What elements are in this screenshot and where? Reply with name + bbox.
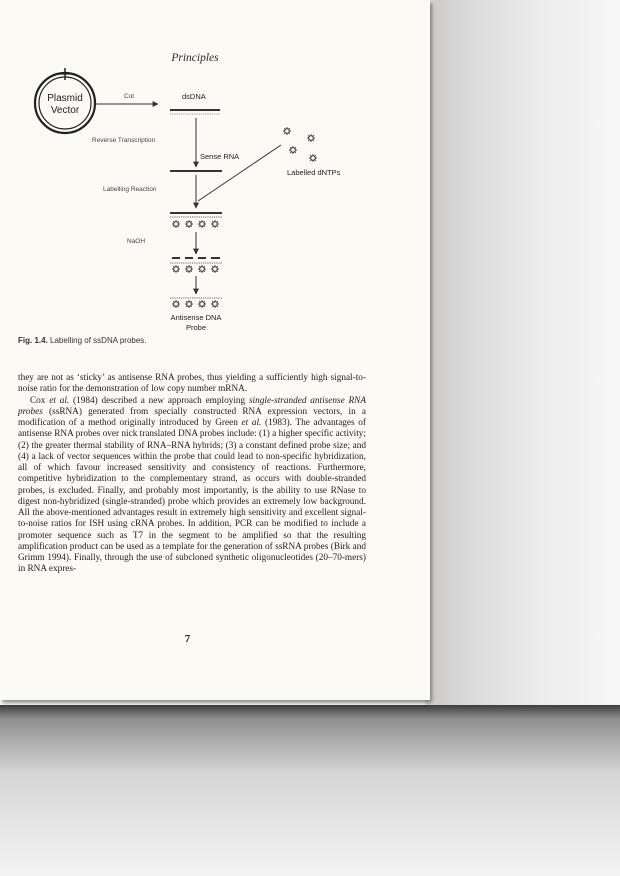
scanner-shadow-bottom [0, 705, 620, 876]
page-number: 7 [184, 633, 191, 645]
labelled-dntps-label: Labelled dNTPs [287, 168, 341, 177]
scanner-shadow-right [425, 0, 620, 705]
term-ssrna: single-stranded antisense RNA probes [18, 395, 367, 417]
body-text [18, 373, 366, 576]
figure-diagram [0, 0, 430, 345]
probe-label-line2: Probe [185, 323, 207, 332]
probe-label-line1: Antisense DNA [170, 313, 222, 322]
sense-rna-label: Sense RNA [200, 152, 240, 161]
figure-caption [18, 336, 147, 345]
figure-number: Fig. 1.4. [18, 336, 48, 345]
reverse-transcription-label: Reverse Transcription [92, 137, 156, 144]
text-run: (ssRNA) generated from specially constructed RNA expression vectors, in a modification of a method originally introduced by Green [18, 406, 366, 428]
et-al: et al. [241, 418, 262, 428]
hybrid-label-icons [172, 220, 219, 228]
running-head: Principles [171, 52, 219, 64]
fragmented-strand [170, 258, 222, 273]
labelling-reaction-label: Labelling Reaction [103, 186, 157, 193]
dsdna-label: dsDNA [182, 92, 206, 101]
paragraph-1: they are not as ‘sticky’ as antisense RNA probes, thus yielding a sufficiently high signal-to-noise ratio for the demonstration of low copy number mRNA. [18, 373, 366, 395]
plasmid-label-line2: Vector [50, 105, 80, 116]
figure-caption-text: Labelling of ssDNA probes. [50, 336, 147, 345]
text-run: (1983). The advantages of antisense RNA probes over nick translated DNA probes include: (1) a higher specific activity; (2) the greater thermal stability of RNA–RNA hybrids; (3) a constant defined probe size; and (4) a lack of vector sequences within the probe that could lead to non-specific hybridization, all of which favour increased sensitivity and consistency of reactions. Furthermore, competitive hybridization to the complementary strand, as occurs with double-stranded probes, is excluded. Finally, and probably most importantly, is the ability to use RNase to digest non-hybridized (single-stranded) probe which provides an extremely low background. All the above-mentioned advantages result in extremely high sensitivity and excellent signal-to-noise ratios for ISH using cRNA probes. In addition, PCR can be modified to include a promoter sequence such as T7 in the segment to be amplified so that the resulting amplification product can be used as a template for the generation of ssRNA probes (Birk and Grimm 1994). Finally, through the use of subcloned synthetic oligonucleotides (20–70-mers) in RNA expres- [18, 418, 366, 575]
naoh-label: NaOH [127, 238, 146, 245]
author-cox: Cox [30, 395, 46, 406]
cut-label: Cut [124, 93, 135, 100]
antisense-probe [170, 298, 222, 308]
et-al: et al. [49, 395, 70, 406]
paragraph-2 [18, 396, 366, 576]
plasmid-label-line1: Plasmid [47, 93, 83, 104]
labelled-dntp-icons [283, 127, 317, 162]
text-run: (1984) described a new approach employing [69, 395, 249, 406]
